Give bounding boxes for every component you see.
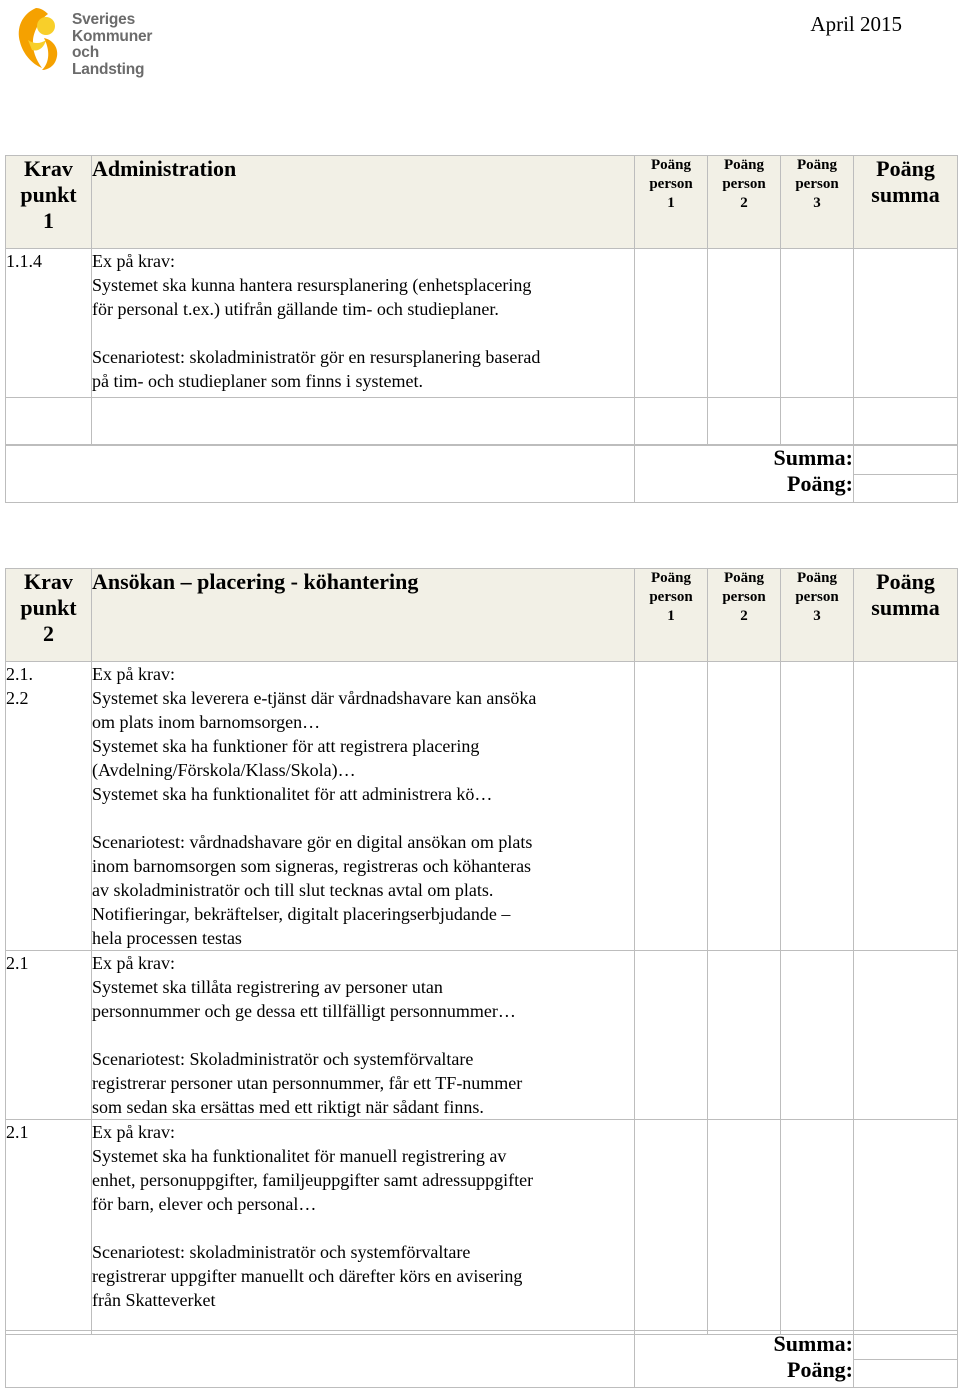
- logo-line: Kommuner: [72, 27, 153, 45]
- header-line: 2: [740, 608, 748, 624]
- requirement-line: för barn, elever och personal…: [92, 1194, 317, 1214]
- score-cell-person-3[interactable]: [781, 662, 854, 951]
- header-line: 2: [740, 195, 748, 211]
- header-line: person: [795, 176, 839, 192]
- requirement-line: personnummer och ge dessa ett tillfälligt personnummer…: [92, 1001, 516, 1021]
- score-cell-summa[interactable]: [854, 951, 958, 1120]
- requirements-table-2: [5, 568, 958, 1335]
- summa-value-cell[interactable]: [854, 445, 958, 475]
- header-line: person: [722, 176, 766, 192]
- requirement-row: [6, 1120, 958, 1335]
- krav-punkt-header: [6, 569, 92, 662]
- krav-punkt-header: [6, 156, 92, 249]
- score-cell-person-2[interactable]: [708, 1120, 781, 1335]
- score-cell-person-1[interactable]: [635, 398, 708, 446]
- logo-line: Sveriges: [72, 11, 136, 28]
- score-cell-summa[interactable]: [854, 662, 958, 951]
- header-line: person: [649, 589, 693, 605]
- requirement-text: [92, 951, 635, 1120]
- header-line: Poäng: [650, 570, 691, 586]
- requirement-text: [92, 662, 635, 951]
- header-line: summa: [871, 182, 940, 207]
- requirement-row: [6, 662, 958, 951]
- number-line: 2.2: [6, 688, 29, 708]
- requirement-lead: Ex på krav:: [92, 1122, 175, 1142]
- header-line: 1: [667, 608, 675, 624]
- summa-label: Summa:: [773, 445, 853, 470]
- score-cell-person-2[interactable]: [708, 249, 781, 398]
- header-line: Poäng: [796, 157, 837, 173]
- requirement-number: [6, 662, 92, 951]
- score-cell-person-2[interactable]: [708, 951, 781, 1120]
- score-cell-summa[interactable]: [854, 249, 958, 398]
- header-line: punkt: [20, 182, 77, 207]
- summa-poang-label: [635, 1331, 854, 1388]
- scenario-line: av skoladministratör och till slut tecknas avtal om plats.: [92, 880, 494, 900]
- skl-logo: [14, 4, 174, 78]
- requirement-line: enhet, personuppgifter, familjeuppgifter samt adressuppgifter: [92, 1170, 534, 1190]
- scenario-line: på tim- och studieplaner som finns i systemet.: [92, 371, 423, 391]
- score-cell-person-1[interactable]: [635, 249, 708, 398]
- summa-value-cell[interactable]: [854, 1331, 958, 1360]
- header-line: Krav: [24, 156, 73, 181]
- requirement-lead: Ex på krav:: [92, 664, 175, 684]
- header-line: Poäng: [796, 570, 837, 586]
- poang-label: Poäng:: [787, 471, 853, 496]
- summa-label: Summa:: [773, 1331, 853, 1356]
- header-line: person: [795, 589, 839, 605]
- section-title: Ansökan – placering - köhantering: [92, 569, 635, 662]
- poang-person-3-header: [781, 569, 854, 662]
- requirement-number: 1.1.4: [6, 249, 92, 398]
- poang-label: Poäng:: [787, 1357, 853, 1382]
- requirement-line: Systemet ska leverera e-tjänst där vårdnadshavare kan ansöka: [92, 688, 537, 708]
- poang-value-cell[interactable]: [854, 475, 958, 503]
- header-line: person: [722, 589, 766, 605]
- requirement-line: Systemet ska ha funktioner för att registrera placering: [92, 736, 480, 756]
- page-header: [0, 0, 960, 80]
- score-cell-person-3[interactable]: [781, 1120, 854, 1335]
- score-cell-summa[interactable]: [854, 398, 958, 446]
- score-cell-summa[interactable]: [854, 1120, 958, 1335]
- requirement-text: [92, 1120, 635, 1335]
- requirements-table-1: [5, 155, 958, 446]
- requirement-line: (Avdelning/Förskola/Klass/Skola)…: [92, 760, 356, 780]
- requirement-line: för personal t.ex.) utifrån gällande tim- och studieplaner.: [92, 299, 499, 319]
- header-line: 2: [43, 621, 54, 646]
- requirement-line: Systemet ska tillåta registrering av personer utan: [92, 977, 443, 997]
- header-line: person: [649, 176, 693, 192]
- score-cell-person-3[interactable]: [781, 398, 854, 446]
- requirement-line: Systemet ska ha funktionalitet för manuell registrering av: [92, 1146, 507, 1166]
- poang-person-2-header: [708, 156, 781, 249]
- score-cell-person-2[interactable]: [708, 398, 781, 446]
- header-line: Poäng: [650, 157, 691, 173]
- scenario-line: inom barnomsorgen som signeras, registreras och köhanteras: [92, 856, 532, 876]
- empty-row: [6, 398, 958, 446]
- header-line: Krav: [24, 569, 73, 594]
- requirement-text: [92, 249, 635, 398]
- poang-person-2-header: [708, 569, 781, 662]
- header-line: 1: [43, 208, 54, 233]
- header-line: Poäng: [876, 569, 935, 594]
- summa-table-1: [5, 444, 958, 503]
- scenario-line: Scenariotest: vårdnadshavare gör en digital ansökan om plats: [92, 832, 533, 852]
- table-header-row: [6, 156, 958, 249]
- requirement-row: [6, 951, 958, 1120]
- score-cell-person-3[interactable]: [781, 249, 854, 398]
- poang-person-1-header: [635, 156, 708, 249]
- requirement-lead: Ex på krav:: [92, 953, 175, 973]
- scenario-line: Scenariotest: skoladministratör och systemförvaltare: [92, 1242, 471, 1262]
- requirement-row: [6, 249, 958, 398]
- scenario-line: registrerar personer utan personnummer, får ett TF-nummer: [92, 1073, 523, 1093]
- requirement-line: om plats inom barnomsorgen…: [92, 712, 321, 732]
- header-line: summa: [871, 595, 940, 620]
- poang-value-cell[interactable]: [854, 1360, 958, 1388]
- scenario-line: Notifieringar, bekräftelser, digitalt placeringserbjudande –: [92, 904, 511, 924]
- header-line: Poäng: [723, 157, 764, 173]
- header-line: Poäng: [723, 570, 764, 586]
- document-date: April 2015: [810, 12, 902, 36]
- table-header-row: [6, 569, 958, 662]
- number-line: 2.1.: [6, 664, 33, 684]
- score-cell-person-2[interactable]: [708, 662, 781, 951]
- scenario-line: registrerar uppgifter manuellt och därefter körs en avisering: [92, 1266, 523, 1286]
- score-cell-person-1[interactable]: [635, 662, 708, 951]
- header-line: Poäng: [876, 156, 935, 181]
- requirement-lead: Ex på krav:: [92, 251, 175, 271]
- logo-line: och Landsting: [72, 44, 145, 78]
- summa-table-2: [5, 1330, 958, 1388]
- scenario-line: Scenariotest: Skoladministratör och systemförvaltare: [92, 1049, 474, 1069]
- header-line: 3: [813, 195, 821, 211]
- section-title: Administration: [92, 156, 635, 249]
- header-line: 3: [813, 608, 821, 624]
- score-cell-person-1[interactable]: [635, 1120, 708, 1335]
- scenario-line: Scenariotest: skoladministratör gör en resursplanering baserad: [92, 347, 541, 367]
- summa-poang-label: [635, 445, 854, 503]
- poang-summa-header: [854, 569, 958, 662]
- header-line: 1: [667, 195, 675, 211]
- requirement-line: Systemet ska kunna hantera resursplanering (enhetsplacering: [92, 275, 532, 295]
- scenario-line: från Skatteverket: [92, 1290, 216, 1310]
- header-line: punkt: [20, 595, 77, 620]
- requirement-number: 2.1: [6, 1120, 92, 1335]
- poang-person-3-header: [781, 156, 854, 249]
- requirement-line: Systemet ska ha funktionalitet för att administrera kö…: [92, 784, 493, 804]
- scenario-line: hela processen testas: [92, 928, 242, 948]
- scenario-line: som sedan ska ersättas med ett riktigt när sådant finns.: [92, 1097, 484, 1117]
- requirement-number: 2.1: [6, 951, 92, 1120]
- score-cell-person-3[interactable]: [781, 951, 854, 1120]
- poang-person-1-header: [635, 569, 708, 662]
- score-cell-person-1[interactable]: [635, 951, 708, 1120]
- poang-summa-header: [854, 156, 958, 249]
- skl-logo-icon: [14, 4, 74, 72]
- logo-text: [72, 12, 174, 78]
